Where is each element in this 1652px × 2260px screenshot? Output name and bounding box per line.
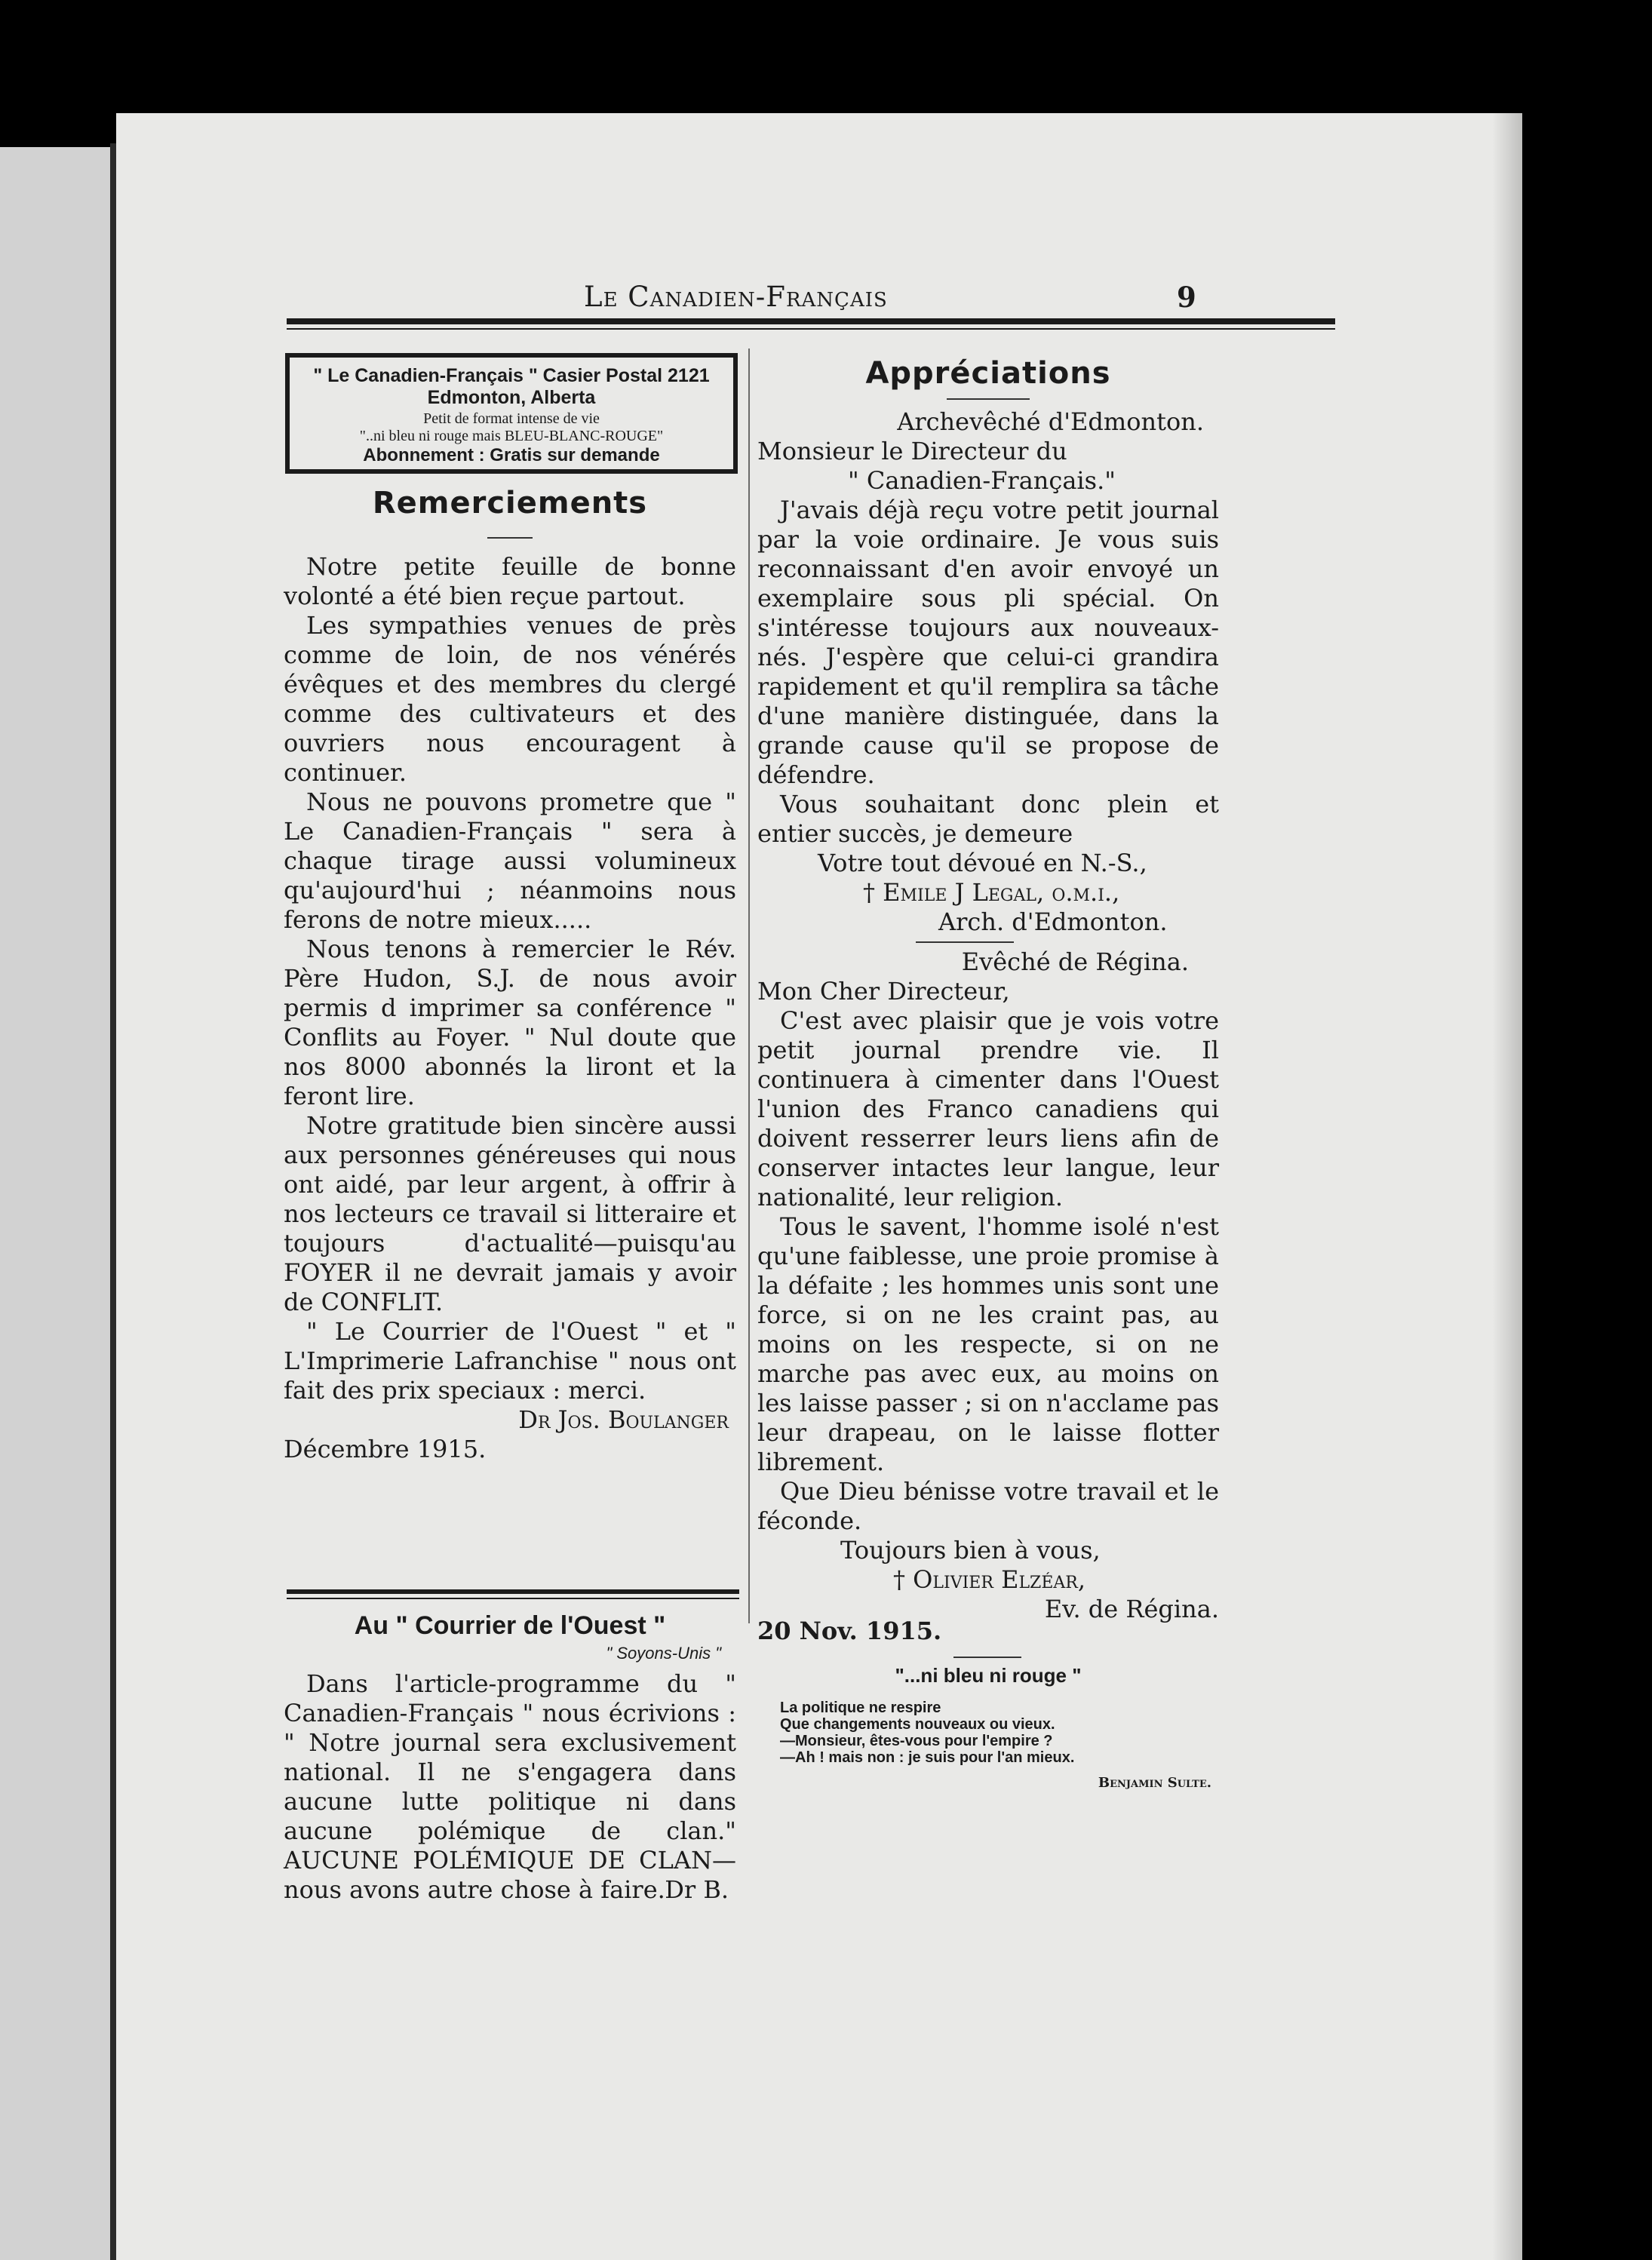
paragraph: J'avais déjà reçu votre petit journal par la voie ordinaire. Je vous suis reconnaissant d'en avoir envoyé un exemplaire sous pli spécial. On s'intéresse toujours aux nouveaux-nés. J'espère que celui-ci grandira rapidement et qu'il remplira sa tâche d'une manière distinguée, dans la grande cause qu'il se propose de défendre. [757, 496, 1219, 789]
remerciements-title: Remerciements [372, 486, 648, 520]
appreciations-title: Appréciations [865, 356, 1111, 391]
letter-closing: Votre tout dévoué en N.-S., [818, 849, 1147, 877]
poem-line: Que changements nouveaux ou vieux. [780, 1716, 1055, 1733]
courrier-signature: Dr B. [665, 1875, 729, 1904]
poem-line: La politique ne respire [780, 1700, 941, 1716]
poem-line: —Ah ! mais non : je suis pour l'an mieux. [780, 1749, 1075, 1766]
remerciements-article [284, 486, 736, 1464]
letter-signatory-title: Arch. d'Edmonton. [938, 907, 1168, 936]
title-rule [947, 398, 1030, 400]
courrier-article [284, 1611, 736, 1905]
paragraph: Nous tenons à remercier le Rév. Père Hudon, S.J. de nous avoir permis d imprimer sa conférence " Conflits au Foyer. " Nul doute que nos 8000 abonnés la liront et la feront lire. [284, 935, 736, 1110]
poem-stanza [757, 1700, 1219, 1766]
remerciements-date: Décembre 1915. [284, 1435, 487, 1463]
masthead-box [285, 353, 738, 474]
paragraph: Que Dieu bénisse votre travail et le féconde. [757, 1477, 1219, 1535]
remerciements-signature: Dr Jos. Boulanger [518, 1405, 729, 1434]
paragraph: " Le Courrier de l'Ouest " et " L'Imprimerie Lafranchise " nous ont fait des prix speciaux : merci. [284, 1317, 736, 1405]
paragraph: Nous ne pouvons prometre que " Le Canadien-Français " sera à chaque tirage aussi volumineux qu'aujourd'hui ; néanmoins nous ferons de notre mieux..... [284, 788, 736, 934]
letter-place: Evêché de Régina. [961, 947, 1189, 976]
page-number: 9 [1177, 281, 1196, 314]
page-gutter [110, 143, 116, 2260]
poem-title: "...ni bleu ni rouge " [895, 1664, 1082, 1687]
remerciements-body [284, 552, 736, 1464]
letter-signature: † Emile J Legal, o.m.i., [863, 878, 1120, 907]
poem-author: Benjamin Sulte. [1098, 1775, 1211, 1791]
courrier-title: Au " Courrier de l'Ouest " [354, 1611, 666, 1640]
paragraph: Vous souhaitant donc plein et entier succès, je demeure [757, 790, 1219, 848]
masthead-address: " Le Canadien-Français " Casier Postal 2121 [313, 365, 710, 386]
paragraph: C'est avec plaisir que je vois votre petit journal prendre vie. Il continuera à cimenter dans l'Ouest l'union des Franco canadiens qui doivent resserrer leurs liens afin de conserver intactes leur langue, leur nationalité, leur religion. [757, 1006, 1219, 1211]
poem-line: —Monsieur, êtes-vous pour l'empire ? [780, 1733, 1053, 1749]
letter-closing: Toujours bien à vous, [840, 1536, 1101, 1564]
letter-date: 20 Nov. 1915. [757, 1617, 942, 1645]
header-rule-thin [287, 328, 1335, 330]
page-edge-shadow [1492, 113, 1522, 2260]
paragraph: Notre gratitude bien sincère aussi aux personnes généreuses qui nous ont aidé, par leur argent, à offrir à nos lecteurs ce travail si litteraire et toujours d'actualité—puisqu'au FOYER il ne devrait jamais y avoir de CONFLIT. [284, 1111, 736, 1316]
running-head: Le Canadien-Français [584, 281, 888, 313]
header-rule [287, 318, 1335, 324]
masthead-tagline: Petit de format intense de vie [423, 410, 600, 427]
paragraph: Dans l'article-programme du " Canadien-Français " nous écrivions : " Notre journal sera exclusivement national. Il ne s'engagera dans aucune lutte politique ni dans aucune polémique de clan." AUCUNE POLÉMIQUE DE CLAN—nous avons autre chose à faire. [284, 1669, 736, 1904]
courrier-motto: " Soyons-Unis " [606, 1644, 721, 1663]
letter-signature: † Olivier Elzéar, [893, 1565, 1086, 1594]
masthead-city: Edmonton, Alberta [427, 387, 596, 408]
letter-signatory-title: Ev. de Régina. [1044, 1595, 1219, 1623]
poem-separator [953, 1657, 1021, 1658]
facing-page-edge [0, 147, 113, 2260]
letter-separator [916, 941, 1014, 943]
letter-regina [757, 947, 1219, 1646]
paragraph: Les sympathies venues de près comme de loin, de nos vénérés évêques et des membres du clergé comme des cultivateurs et des ouvriers nous encouragent à continuer. [284, 611, 736, 787]
title-rule [487, 537, 533, 539]
paragraph: Notre petite feuille de bonne volonté a été bien reçue partout. [284, 552, 736, 610]
letter-salutation: Mon Cher Directeur, [757, 977, 1010, 1006]
newspaper-page [116, 113, 1522, 2260]
letter-salutation-cont: " Canadien-Français." [848, 466, 1116, 495]
masthead-motto: "..ni bleu ni rouge mais BLEU-BLANC-ROUGE" [359, 428, 664, 444]
column-divider [748, 349, 750, 1623]
appreciations-article [757, 356, 1219, 1791]
paragraph: Tous le savent, l'homme isolé n'est qu'une faiblesse, une proie promise à la défaite ; les hommes unis sont une force, si on ne les craint pas, au moins on les respecte, si on ne marche pas avec eux, au moins on les laisse passer ; si on n'acclame pas leur drapeau, on le laisse flotter librement. [757, 1212, 1219, 1476]
section-rule [287, 1589, 739, 1594]
letter-edmonton [757, 407, 1219, 937]
letter-salutation: Monsieur le Directeur du [757, 437, 1067, 465]
letter-place: Archevêché d'Edmonton. [897, 407, 1204, 436]
courrier-body [284, 1669, 736, 1905]
section-rule-thin [287, 1598, 739, 1599]
masthead-subscription: Abonnement : Gratis sur demande [363, 445, 660, 465]
